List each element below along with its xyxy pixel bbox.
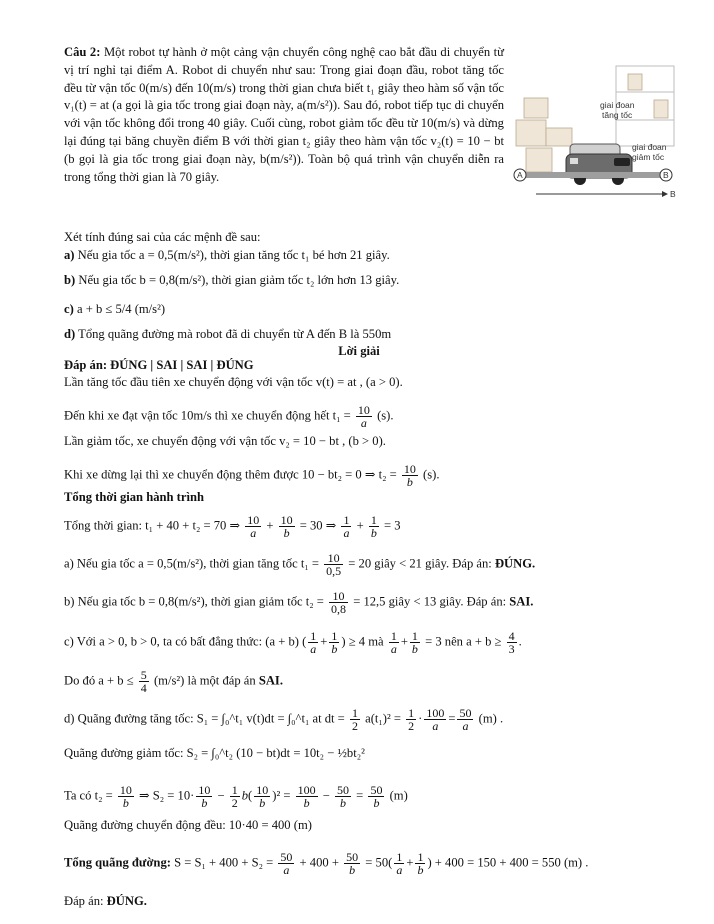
fraction-den: b <box>406 475 413 489</box>
statement-d <box>64 327 391 342</box>
fraction-num: 1 <box>370 513 377 527</box>
solution-line-1: Lần tăng tốc đầu tiên xe chuyển động với vận tốc v(t) = at , (a > 0). <box>64 375 403 389</box>
solution-c-end: = 3 nên a + b ≥ <box>425 634 502 649</box>
solution-d5-end: + 400 = 150 + 400 = 550 (m) . <box>434 855 589 870</box>
fraction <box>368 784 384 809</box>
final-answer-label: Đáp án: <box>64 894 104 908</box>
fraction-num: 1 <box>396 850 403 864</box>
answer-key-text: Đáp án: ĐÚNG | SAI | SAI | ĐÚNG <box>64 358 254 372</box>
fraction-den: a <box>343 526 350 540</box>
fraction-den: a <box>360 416 367 430</box>
fraction <box>369 514 379 539</box>
fraction-den: a <box>390 642 397 656</box>
fraction-num: 10 <box>198 783 211 797</box>
fraction-num: 5 <box>140 668 147 682</box>
fraction <box>406 707 416 732</box>
fraction <box>324 552 343 577</box>
fraction-den: b <box>259 796 266 810</box>
fraction-num: 50 <box>459 706 472 720</box>
fraction <box>279 514 295 539</box>
fraction-den: 0,8 <box>331 602 347 616</box>
fraction-num: 10 <box>280 513 293 527</box>
fraction-den: b <box>340 796 347 810</box>
final-answer-verdict: ĐÚNG. <box>106 894 147 908</box>
solution-c2-verdict: SAI. <box>258 673 283 688</box>
solution-b-verdict: SAI. <box>509 594 534 609</box>
fraction-num: 10 <box>357 403 370 417</box>
fraction-den: a <box>283 863 290 877</box>
fraction-num: 10 <box>403 462 416 476</box>
fraction <box>245 514 261 539</box>
label-accel-2: tăng tốc <box>602 110 633 120</box>
fraction-den: a <box>462 719 469 733</box>
problem-line-1: Một robot tự hành ở một cảng vận chuyển công nghệ cao bắt đầu di <box>103 45 451 59</box>
fraction-den: b <box>283 526 290 540</box>
fraction <box>139 669 149 694</box>
fraction <box>507 630 517 655</box>
fraction <box>196 784 212 809</box>
fraction-num: 10 <box>119 783 132 797</box>
solution-d5-text: S = S₁ + 400 + S₂ = <box>174 855 274 870</box>
solution-d2: Quãng đường giảm tốc: S₂ = ∫₀^t₂ (10 − bt)dt = 10t₂ − ½bt₂² <box>64 746 365 760</box>
fraction-num: 1 <box>351 706 358 720</box>
fraction-num: 100 <box>297 783 316 797</box>
solution-d1-mid: a(t₁)² = <box>365 711 402 726</box>
fraction-num: 50 <box>346 850 359 864</box>
fraction <box>424 707 446 732</box>
fraction <box>394 851 404 876</box>
statement-b <box>64 273 399 288</box>
fraction <box>230 784 240 809</box>
problem-line-4: biết t₁ giây theo hàm số vận tốc v₁(t) = at (a gọi là gia tốc trong giai đoạn <box>64 80 504 113</box>
solution-d1-text: d) Quãng đường tăng tốc: S₁ = ∫₀^t₁ v(t)dt = ∫₀^t₁ at dt = <box>64 711 345 726</box>
solution-c-mid: ≥ 4 mà <box>348 634 384 649</box>
fraction <box>389 630 399 655</box>
fraction <box>118 784 134 809</box>
fraction-num: 4 <box>508 629 515 643</box>
solution-a-result: = 20 giây < 21 giây. Đáp án: <box>348 556 492 571</box>
solution-line-4 <box>64 463 439 488</box>
solution-line-4-text: Khi xe dừng lại thì xe chuyển động thêm được 10 − bt₂ = 0 ⇒ t₂ = <box>64 467 397 482</box>
solution-d3-mid: ⇒ S₂ = 10· <box>139 788 195 803</box>
fraction-num: 50 <box>370 783 383 797</box>
fraction-den: 2 <box>231 796 238 810</box>
solution-d3-unit: (m) <box>389 788 408 803</box>
solution-a-text: a) Nếu gia tốc a = 0,5(m/s²), thời gian tăng tốc t₁ = <box>64 556 319 571</box>
fraction-den: 0,5 <box>326 564 342 578</box>
solution-d3-text: Ta có t₂ = <box>64 788 113 803</box>
solution-c: c) Với a > 0, b > 0, ta có bất đẳng thức: (a + b) ( $\frac{1}{a}$ + $\frac{1}{b}$ ) ≥ 4 mà $\frac{1}{a}$ + $\frac{1}{b}$ = 3 nên a + b ≥ $\frac{4}{3}$ . <box>64 629 522 656</box>
problem-line-2: chuyển từ vị trí nghỉ tại điểm A. Robot di chuyển như sau: Trong giai đoạn <box>64 45 504 77</box>
fraction <box>410 630 420 655</box>
prompt: Xét tính đúng sai của các mệnh đề sau: <box>64 230 261 244</box>
fraction-num: 1 <box>408 706 415 720</box>
fraction-num: 10 <box>256 783 269 797</box>
fraction <box>278 851 294 876</box>
solution-title <box>64 344 654 359</box>
fraction-num: 1 <box>390 629 397 643</box>
fraction <box>344 851 360 876</box>
fraction <box>350 707 360 732</box>
fraction <box>415 851 425 876</box>
fraction-den: b <box>417 863 424 877</box>
solution-d5-mid: + 400 + <box>299 855 339 870</box>
final-answer <box>64 894 147 909</box>
fraction-den: b <box>349 863 356 877</box>
fraction-den: 2 <box>351 719 358 733</box>
problem-line-7: chuyền điểm B với thời gian t₂ giây theo hàm vận tốc v₂(t) = 10 − bt (b gọi <box>64 133 504 166</box>
label-accel-1: giai đoan <box>600 100 635 110</box>
fraction-num: 100 <box>426 706 445 720</box>
fraction-num: 1 <box>310 629 317 643</box>
fraction-den: 4 <box>140 681 147 695</box>
solution-a-verdict: ĐÚNG. <box>494 556 536 571</box>
solution-d4: Quãng đường chuyển động đều: 10·40 = 400 (m) <box>64 818 312 832</box>
solution-line-5-end: = 3 <box>384 518 401 533</box>
statement-c-label: c) <box>64 302 74 316</box>
total-time-heading <box>64 490 204 505</box>
problem-line-6: 40 giây. Cuối cùng, robot giảm tốc đều từ 10(m/s) và dừng lại đúng tại băng <box>64 116 504 148</box>
solution-d1-unit: (m) . <box>478 711 504 726</box>
solution-d5: Tổng quãng đường: S = S₁ + 400 + S₂ = $\frac{50}{a}$ + 400 + $\frac{50}{b}$ = 50( $\frac{1}{a}$ + $\frac{1}{b}$ ) + 400 = 150 + 400 = 550 (m) . <box>64 850 589 877</box>
solution-line-5: Tổng thời gian: t₁ + 40 + t₂ = 70 ⇒ $\frac{10}{a}$ + $\frac{10}{b}$ = 30 ⇒ $\frac{1}{a}$ + $\frac{1}{b}$ = 3 <box>64 513 401 540</box>
statement-c <box>64 302 165 317</box>
fraction-den: a <box>250 526 257 540</box>
fraction <box>296 784 318 809</box>
solution-c-text: c) Với a > 0, b > 0, ta có bất đẳng thức: (a + b) <box>64 634 299 649</box>
problem-line-8: là gia tốc trong giai đoạn này, b(m/s²)). Toàn bộ quá trình vận chuyển diễn <box>99 151 490 166</box>
total-time-heading-text: Tổng thời gian hành trình <box>64 490 204 504</box>
fraction-den: a <box>310 642 317 656</box>
statement-c-text: a + b ≤ 5/4 (m/s²) <box>76 302 166 316</box>
point-a-label: A <box>517 170 523 180</box>
statement-a-label: a) <box>64 248 75 262</box>
fraction <box>329 630 339 655</box>
point-b-label: B <box>663 170 669 180</box>
fraction-den: a <box>396 863 403 877</box>
solution-d5-label: Tổng quãng đường: <box>64 855 171 870</box>
solution-line-2-text: Đến khi xe đạt vận tốc 10m/s thì xe chuyển động hết t₁ = <box>64 408 351 423</box>
label-decel-1: giai đoan <box>632 142 667 152</box>
fraction <box>335 784 351 809</box>
solution-line-4-unit: (s). <box>423 467 440 482</box>
fraction-den: a <box>432 719 439 733</box>
fraction-num: 50 <box>337 783 350 797</box>
fraction-num: 1 <box>417 850 424 864</box>
arrow-end-label: B <box>670 189 676 199</box>
solution-d5-mid2: = 50 <box>365 855 389 870</box>
fraction-den: b <box>370 526 377 540</box>
fraction-den: 2 <box>408 719 415 733</box>
statement-a-text: Nếu gia tốc a = 0,5(m/s²), thời gian tăng tốc t₁ bé hơn 21 giây. <box>77 248 390 262</box>
fraction-num: 1 <box>331 629 338 643</box>
solution-b-result: = 12,5 giây < 13 giây. Đáp án: <box>353 594 507 609</box>
solution-line-2-unit: (s). <box>377 408 394 423</box>
solution-c2 <box>64 669 283 694</box>
fraction-num: 1 <box>343 513 350 527</box>
fraction-num: 10 <box>329 590 348 603</box>
solution-a <box>64 552 535 577</box>
problem-line-5: này, a(m/s²)). Sau đó, robot tiếp tục di chuyển với vận tốc không đổi trong <box>64 98 504 131</box>
label-decel-2: giảm tốc <box>632 152 665 162</box>
solution-line-5-mid: = 30 ⇒ <box>299 518 337 533</box>
robot-illustration <box>506 58 682 228</box>
statement-a <box>64 248 390 263</box>
fraction <box>329 590 348 615</box>
fraction-num: 1 <box>411 629 418 643</box>
fraction-10-over-a <box>356 404 372 429</box>
answer-key <box>64 358 254 373</box>
solution-c2-mid: (m/s²) là một đáp án <box>153 673 256 688</box>
fraction-num: 10 <box>247 513 260 527</box>
problem-line-3: đầu, robot tăng tốc đều từ vận tốc 0(m/s) đến 10(m/s) trong thời gian chưa <box>64 62 504 95</box>
solution-c2-text: Do đó a + b ≤ <box>64 673 134 688</box>
statement-b-text: Nếu gia tốc b = 0,8(m/s²), thời gian giảm tốc t₂ lớn hơn 13 giây. <box>78 273 400 287</box>
solution-b <box>64 590 533 615</box>
problem-heading: Câu 2: <box>64 45 101 59</box>
fraction <box>254 784 270 809</box>
solution-line-2 <box>64 404 394 429</box>
solution-line-5-text: Tổng thời gian: t₁ + 40 + t₂ = 70 ⇒ <box>64 518 241 533</box>
solution-line-3: Lần giảm tốc, xe chuyển động với vận tốc v₂ = 10 − bt , (b > 0). <box>64 434 386 448</box>
problem-line-9: ra trong tổng thời gian là 70 giây. <box>64 151 504 184</box>
fraction-den: b <box>122 796 129 810</box>
problem-text <box>64 44 504 186</box>
fraction <box>308 630 318 655</box>
statement-d-label: d) <box>64 327 76 341</box>
fraction-den: b <box>201 796 208 810</box>
fraction <box>341 514 351 539</box>
solution-b-text: b) Nếu gia tốc b = 0,8(m/s²), thời gian giảm tốc t₂ = <box>64 594 324 609</box>
fraction-den: 3 <box>508 642 515 656</box>
solution-title-text: Lời giải <box>338 344 380 358</box>
fraction-num: 50 <box>280 850 293 864</box>
fraction-den: b <box>373 796 380 810</box>
solution-d3: Ta có t₂ = $\frac{10}{b}$ ⇒ S₂ = 10· $\frac{10}{b}$ − $\frac{1}{2}$ b( $\frac{10}{b}$ )² = $\frac{100}{b}$ − $\frac{50}{b}$ = $\frac{50}{b}$ (m) <box>64 783 408 810</box>
fraction-den: b <box>331 642 338 656</box>
fraction-num: 10 <box>324 552 343 565</box>
fraction-den: b <box>303 796 310 810</box>
solution-d1: d) Quãng đường tăng tốc: S₁ = ∫₀^t₁ v(t)dt = ∫₀^t₁ at dt = $\frac{1}{2}$ a(t₁)² = $\frac{1}{2}$ · $\frac{100}{a}$ = $\frac{50}{a}$ (m) . <box>64 706 504 733</box>
fraction-10-over-b <box>402 463 418 488</box>
statement-d-text: Tổng quãng đường mà robot đã di chuyển từ A đến B là 550m <box>78 327 392 341</box>
fraction <box>457 707 473 732</box>
statement-b-label: b) <box>64 273 76 287</box>
fraction-den: b <box>411 642 418 656</box>
fraction-num: 1 <box>231 783 238 797</box>
